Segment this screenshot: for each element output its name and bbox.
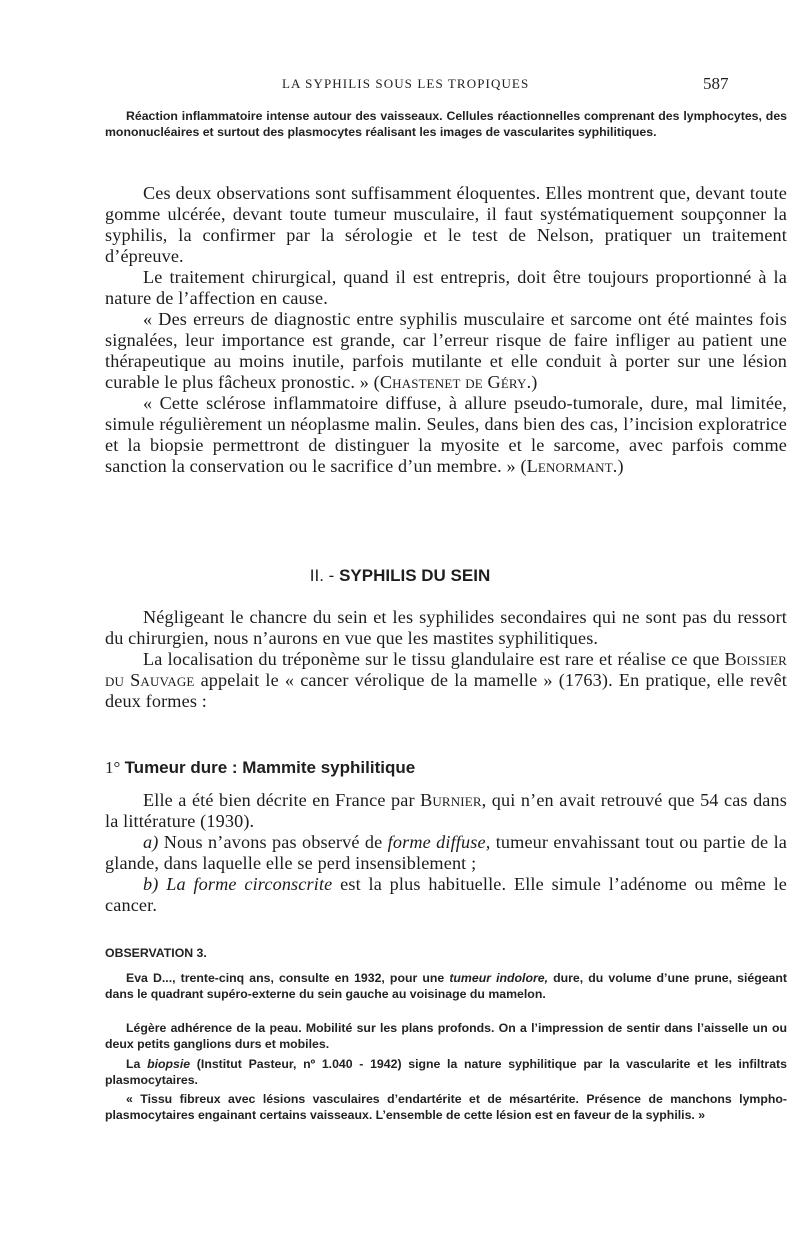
observation-pathology-quote: « Tissu fibreux avec lésions vasculaires d’endartérite et de mésartérite. Présence de manchons lympho-plasmocytaires engainant certains vaisseaux. L’ensemble de cette lésion est en faveur de la syphilis. » — [105, 1092, 787, 1122]
quote-text: « Des erreurs de diagnostic entre syphilis musculaire et sarcome ont été maintes fois signalées, leur importance est grande, car l’erreur risque de faire infliger au patient une thérapeutique au moins inutile, parfois mutilante et elle conduit à porter sur une lésion curable le plus fâcheux pronostic. » ( — [105, 309, 787, 392]
cited-author: Boissier du Sauvage — [105, 649, 787, 690]
text-run: appelait le « cancer vérolique de la mamelle » (1763). En pratique, elle revêt deux formes : — [105, 670, 787, 711]
subsection-title: Tumeur dure : Mammite syphilitique — [124, 758, 416, 777]
page-header — [0, 74, 800, 96]
text-run: Nous n’avons pas observé de — [158, 832, 388, 852]
list-marker: a) — [143, 832, 159, 852]
text-run: , qui n’en avait retrouvé que 54 cas dans la littérature (1930). — [105, 790, 788, 831]
text-run: La localisation du tréponème sur le tissu glandulaire est rare et réalise ce que — [143, 649, 725, 669]
quote-end: .) — [526, 372, 538, 392]
quote-author: Chastenet de Géry — [379, 372, 527, 392]
quote-lenormant — [105, 393, 787, 477]
quote-text: « Cette sclérose inflammatoire diffuse, à allure pseudo-tumorale, dure, mal limitée, simule régulièrement un néoplasme malin. Seules, dans bien des cas, l’incision exploratrice et la biopsie permettront de distinguer la myosite et le sarcome, avec parfois comme sanction la conservation ou le sacrifice d’un membre. » ( — [105, 393, 787, 476]
circumscribed-form-paragraph — [105, 874, 787, 916]
burnier-paragraph — [105, 790, 787, 832]
text-run: tumeur envahissant tout ou partie de la glande, dans laquelle elle se perd insensiblement ; — [105, 832, 788, 873]
section-heading — [0, 566, 800, 586]
emphasis: biopsie — [147, 1057, 191, 1071]
page-number: 587 — [703, 74, 729, 93]
text-run: dure, du volume d’une prune, siégeant dans le quadrant supéro-externe du sein gauche au voisinage du mamelon. — [105, 971, 787, 1001]
subsection-body — [105, 790, 787, 916]
surgery-paragraph: Le traitement chirurgical, quand il est entrepris, doit être toujours proportionné à la nature de l’affection en cause. — [105, 267, 787, 308]
subsection-heading — [105, 758, 415, 778]
emphasis: tumeur indolore, — [449, 971, 549, 985]
observation-biopsy — [105, 1056, 787, 1088]
list-marker: b) — [143, 874, 159, 894]
histology-note: Réaction inflammatoire intense autour des vaisseaux. Cellules réactionnelles comprenant des lymphocytes, des mononucléaires et surtout des plasmocytes réalisant les images de vascularites syphilitiques. — [105, 109, 787, 139]
observation-label: OBSERVATION 3. — [105, 946, 207, 960]
text-run: Elle a été bien décrite en France par — [143, 790, 421, 810]
text-run: Eva D..., trente-cinq ans, consulte en 1932, pour une — [126, 971, 450, 985]
quote-chastenet — [105, 309, 787, 393]
section-intro — [105, 607, 787, 712]
subsection-number: 1° — [105, 758, 121, 777]
text-run: est la plus habituelle. Elle simule l’adénome ou même le cancer. — [105, 874, 787, 915]
mastitis-paragraph: Négligeant le chancre du sein et les syphilides secondaires qui ne sont pas du ressort du chirurgien, nous n’aurons en vue que les mastites syphilitiques. — [105, 607, 787, 648]
section-title: SYPHILIS DU SEIN — [339, 566, 491, 585]
text-run: (Institut Pasteur, nº 1.040 - 1942) signe la nature syphilitique par la vascularite et les infiltrats plasmocytaires. — [105, 1057, 787, 1087]
cited-author: Burnier — [420, 790, 482, 810]
localisation-paragraph — [105, 649, 787, 712]
quote-end: .) — [612, 456, 624, 476]
observation-case — [105, 970, 787, 1002]
emphasis: La forme circonscrite — [166, 874, 333, 894]
emphasis: forme diffuse, — [387, 832, 491, 852]
running-title: LA SYPHILIS SOUS LES TROPIQUES — [282, 76, 530, 91]
opening-paragraphs — [105, 183, 787, 477]
diffuse-form-paragraph — [105, 832, 787, 874]
observation-exam: Légère adhérence de la peau. Mobilité sur les plans profonds. On a l’impression de sentir dans l’aisselle un ou deux petits ganglions durs et mobiles. — [105, 1021, 787, 1051]
section-number: II. - — [309, 566, 335, 585]
conclusion-paragraph: Ces deux observations sont suffisamment éloquentes. Elles montrent que, devant toute gomme ulcérée, devant toute tumeur musculaire, il faut systématiquement soupçonner la syphilis, la confirmer par la sérologie et le test de Nelson, pratiquer un traitement d’épreuve. — [105, 183, 787, 266]
text-run: La — [126, 1057, 148, 1071]
quote-author: Lenormant — [526, 456, 613, 476]
